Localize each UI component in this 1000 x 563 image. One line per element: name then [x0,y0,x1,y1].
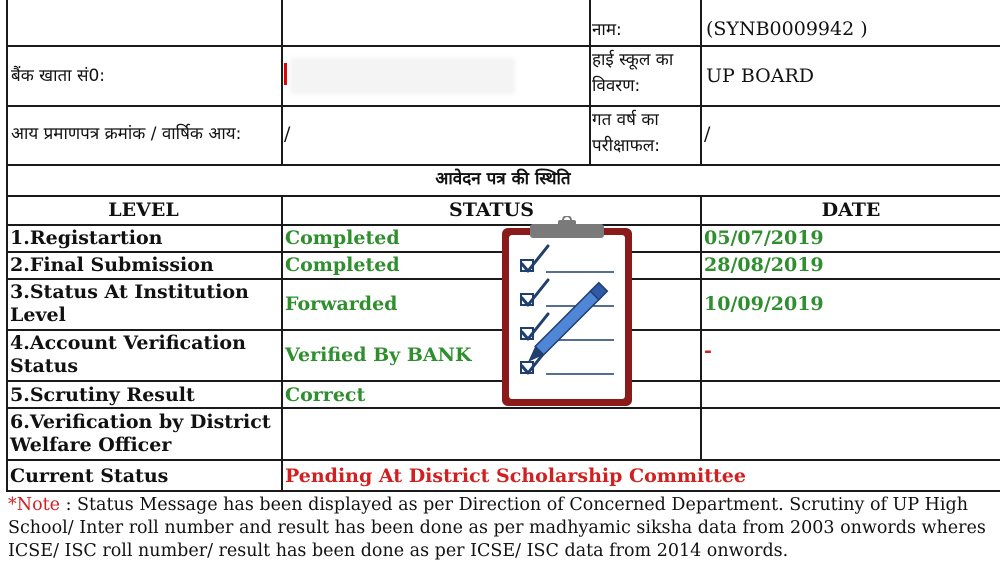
high-school-label-line2: विवरण: [592,76,641,96]
column-header-status: STATUS [449,199,534,221]
level-institution-line1: 3.Status At Institution [10,281,249,303]
level-institution-line2: Level [10,304,66,326]
note-star: *Note [8,495,60,515]
level-account-verification-line1: 4.Account Verification [10,332,246,354]
account-code-value: (SYNB0009942 ) [706,18,868,40]
level-district-verification-line1: 6.Verification by District [10,411,271,433]
date-registration: 05/07/2019 [704,227,824,249]
status-account-verification: Verified By BANK [285,344,472,366]
income-certificate-label: आय प्रमाणपत्र क्रमांक / वार्षिक आय: [11,124,242,144]
previous-result-label-line1: गत वर्ष का [592,110,659,130]
date-institution: 10/09/2019 [704,293,824,315]
level-scrutiny-result: 5.Scrutiny Result [10,384,195,406]
column-header-level: LEVEL [108,199,179,221]
status-registration: Completed [285,227,400,249]
previous-result-label-line2: परीक्षाफल: [592,136,660,156]
level-account-verification-line2: Status [10,355,79,377]
column-header-date: DATE [821,199,881,221]
status-institution: Forwarded [285,293,398,315]
redaction-mark [284,63,287,85]
high-school-label-line1: हाई स्कूल का [592,50,674,70]
high-school-value: UP BOARD [706,65,814,87]
income-value: / [284,123,291,145]
current-status-value: Pending At District Scholarship Committee [285,465,746,487]
name-label: नाम: [592,20,622,40]
current-status-label: Current Status [10,465,169,487]
date-final-submission: 28/08/2019 [704,254,824,276]
application-status-heading: आवेदन पत्र की स्थिति [435,169,571,189]
bank-account-label: बैंक खाता सं0: [11,66,106,86]
redacted-account-number [290,58,515,94]
level-registration: 1.Registartion [10,227,163,249]
status-scrutiny-result: Correct [285,384,366,406]
level-final-submission: 2.Final Submission [10,254,214,276]
clipboard-checklist-icon [500,216,634,408]
date-account-verification: - [704,340,712,362]
note-body: : Status Message has been displayed as per Direction of Concerned Department. Scrutiny of UP High School/ Inter roll number and result has been done as per madhyamic siksha data from 2003 onwords wheres ICSE/ ISC roll number/ result has been done as per ICSE/ ISC data from 2014 onwords. [8,495,986,561]
status-final-submission: Completed [285,254,400,276]
previous-result-value: / [704,123,711,145]
note-text [8,494,998,563]
level-district-verification-line2: Welfare Officer [10,434,172,456]
